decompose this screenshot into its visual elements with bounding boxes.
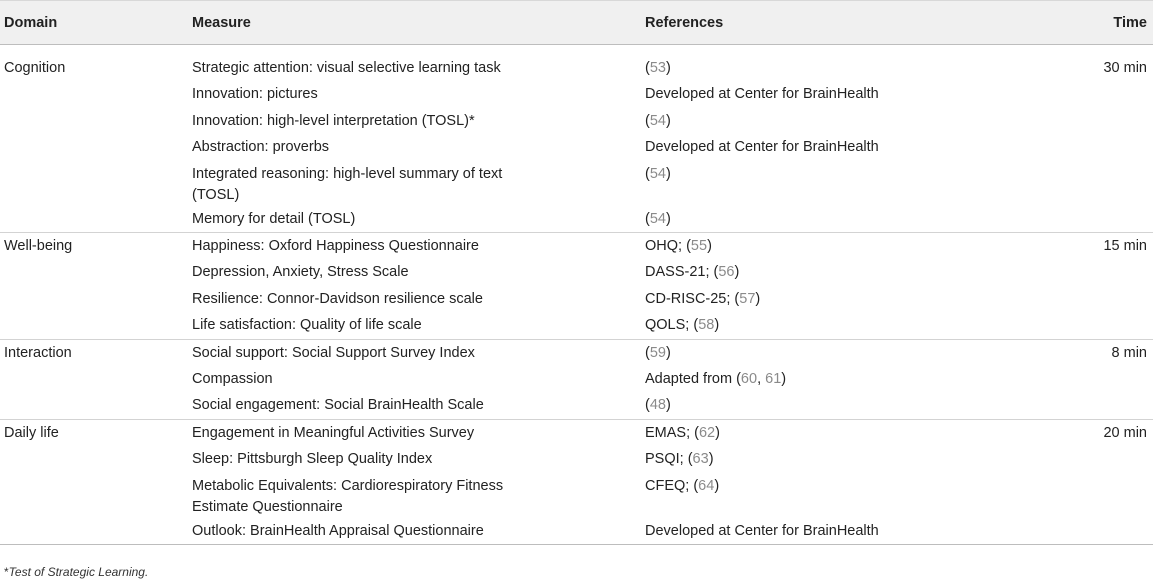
reference-citation-link[interactable]: 63 xyxy=(692,451,709,468)
cell-reference xyxy=(645,366,1085,392)
cell-time: 8 min xyxy=(1085,339,1153,366)
cell-reference xyxy=(645,392,1085,419)
reference-suffix: ) xyxy=(665,210,671,227)
cell-measure: Happiness: Oxford Happiness Questionnaire xyxy=(192,233,645,260)
cell-domain: Well-being xyxy=(0,233,192,260)
reference-citation-link[interactable]: 56 xyxy=(718,264,735,281)
header-references: References xyxy=(645,1,1085,45)
cell-time xyxy=(1085,286,1153,312)
reference-prefix: OHQ; ( xyxy=(645,238,691,255)
table-row xyxy=(0,419,1153,446)
cell-reference xyxy=(645,286,1085,312)
cell-measure: Outlook: BrainHealth Appraisal Questionnaire xyxy=(192,522,484,539)
table-body xyxy=(0,45,1153,545)
table-row xyxy=(0,81,1153,107)
reference-suffix: ) xyxy=(665,165,671,182)
cell-time xyxy=(1085,312,1153,339)
reference-suffix: ) xyxy=(665,344,671,361)
reference-prefix: ( xyxy=(645,165,650,182)
cell-reference xyxy=(645,108,1085,134)
cell-domain xyxy=(0,518,192,545)
cell-domain xyxy=(0,108,192,134)
cell-domain xyxy=(0,206,192,233)
header-time: Time xyxy=(1085,1,1153,45)
reference-suffix: ) xyxy=(715,424,720,441)
reference-separator: , xyxy=(757,371,766,388)
cell-time xyxy=(1085,259,1153,285)
cell-measure: Depression, Anxiety, Stress Scale xyxy=(192,264,409,281)
cell-reference xyxy=(645,259,1085,285)
reference-citation-link[interactable]: 57 xyxy=(739,290,756,307)
cell-time xyxy=(1085,161,1153,206)
cell-domain: Daily life xyxy=(0,419,192,446)
header-measure: Measure xyxy=(192,1,645,45)
table-row xyxy=(0,259,1153,285)
reference-citation-link[interactable]: 53 xyxy=(649,60,666,76)
cell-measure: Social support: Social Support Survey Index xyxy=(192,339,645,366)
table-row xyxy=(0,233,1153,260)
cell-measure-text: Metabolic Equivalents: Cardiorespiratory Fitness Estimate Questionnaire xyxy=(192,477,504,515)
reference-citation-link[interactable]: 60 xyxy=(740,371,758,388)
table-row xyxy=(0,161,1153,206)
reference-suffix: ) xyxy=(707,238,712,255)
cell-domain xyxy=(0,312,192,339)
cell-measure xyxy=(192,161,645,206)
cell-measure: Innovation: pictures xyxy=(192,86,318,103)
reference-prefix: ( xyxy=(645,60,650,76)
reference-citation-link[interactable]: 55 xyxy=(690,238,708,255)
cell-time: 30 min xyxy=(1103,60,1147,76)
table-row xyxy=(0,312,1153,339)
reference-citation-link[interactable]: 62 xyxy=(698,424,716,441)
cell-reference xyxy=(645,419,1085,446)
cell-reference xyxy=(645,339,1085,366)
reference-citation-link[interactable]: 48 xyxy=(649,397,666,414)
reference-citation-link[interactable]: 59 xyxy=(649,344,666,361)
cell-domain xyxy=(0,259,192,285)
table-row xyxy=(0,286,1153,312)
cell-time xyxy=(1085,134,1153,160)
table-row xyxy=(0,134,1153,160)
footnote-marker: * xyxy=(4,565,9,579)
cell-time xyxy=(1085,518,1153,545)
cell-reference xyxy=(645,161,1085,206)
table-row xyxy=(0,518,1153,545)
reference-suffix: ) xyxy=(755,290,761,307)
cell-measure: Social engagement: Social BrainHealth Scale xyxy=(192,397,484,414)
cell-measure xyxy=(192,473,645,518)
cell-reference xyxy=(645,206,1085,233)
cell-domain xyxy=(0,134,192,160)
table-row xyxy=(0,45,1153,82)
header-domain: Domain xyxy=(0,1,192,45)
cell-reference: Developed at Center for BrainHealth xyxy=(645,139,879,156)
cell-measure: Life satisfaction: Quality of life scale xyxy=(192,317,422,334)
cell-domain xyxy=(0,473,192,518)
cell-reference xyxy=(645,446,1085,472)
table-row xyxy=(0,108,1153,134)
reference-citation-link[interactable]: 58 xyxy=(698,317,715,334)
reference-prefix: ( xyxy=(645,344,650,361)
reference-suffix: ) xyxy=(665,60,671,76)
reference-suffix: ) xyxy=(665,397,671,414)
cell-domain xyxy=(0,392,192,419)
reference-citation-link[interactable]: 64 xyxy=(698,477,715,494)
cell-reference xyxy=(645,233,1085,260)
table-row xyxy=(0,446,1153,472)
reference-citation-link[interactable]: 54 xyxy=(649,112,666,129)
reference-prefix: QOLS; ( xyxy=(645,317,699,334)
cell-time xyxy=(1085,108,1153,134)
reference-suffix: ) xyxy=(665,112,671,129)
cell-reference xyxy=(645,312,1085,339)
cell-domain xyxy=(0,161,192,206)
reference-suffix: ) xyxy=(781,371,787,388)
reference-prefix: ( xyxy=(645,112,650,129)
cell-reference xyxy=(645,473,1085,518)
cell-reference xyxy=(645,45,1085,82)
header-row xyxy=(0,1,1153,45)
cell-reference: Developed at Center for BrainHealth xyxy=(645,86,879,103)
reference-prefix: PSQI; ( xyxy=(645,451,693,468)
reference-citation-link[interactable]: 54 xyxy=(649,210,666,227)
cell-domain xyxy=(0,366,192,392)
reference-prefix: ( xyxy=(645,210,650,227)
cell-time xyxy=(1085,392,1153,419)
cell-time: 15 min xyxy=(1085,233,1153,260)
table-row xyxy=(0,339,1153,366)
cell-time: 20 min xyxy=(1085,419,1153,446)
cell-domain xyxy=(0,286,192,312)
cell-domain: Interaction xyxy=(0,339,192,366)
cell-measure: Abstraction: proverbs xyxy=(192,139,330,156)
reference-prefix: CD-RISC-25; ( xyxy=(645,290,740,307)
cell-measure-text: Integrated reasoning: high-level summary of text (TOSL) xyxy=(192,165,503,203)
cell-time xyxy=(1085,366,1153,392)
cell-domain: Cognition xyxy=(4,60,66,76)
reference-suffix: ) xyxy=(714,477,720,494)
cell-reference: Developed at Center for BrainHealth xyxy=(645,522,879,539)
table-row xyxy=(0,206,1153,233)
cell-measure: Compassion xyxy=(192,371,273,388)
reference-prefix: ( xyxy=(645,397,650,414)
cell-domain xyxy=(0,446,192,472)
cell-time xyxy=(1085,206,1153,233)
table-footnote xyxy=(4,565,148,579)
footnote-text: Test of Strategic Learning. xyxy=(8,565,149,579)
reference-prefix: EMAS; ( xyxy=(645,424,699,441)
reference-suffix: ) xyxy=(708,451,714,468)
table-header xyxy=(0,1,1153,45)
table-row xyxy=(0,473,1153,518)
cell-time xyxy=(1085,81,1153,107)
cell-time xyxy=(1085,446,1153,472)
reference-citation-link[interactable]: 54 xyxy=(649,165,666,182)
cell-measure: Memory for detail (TOSL) xyxy=(192,210,356,227)
cell-measure: Sleep: Pittsburgh Sleep Quality Index xyxy=(192,451,433,468)
table-row xyxy=(0,392,1153,419)
reference-citation-link[interactable]: 61 xyxy=(765,371,782,388)
reference-prefix: Adapted from ( xyxy=(645,371,741,388)
cell-domain xyxy=(0,81,192,107)
cell-measure: Innovation: high-level interpretation (TOSL)* xyxy=(192,112,475,129)
reference-suffix: ) xyxy=(734,264,740,281)
reference-prefix: DASS-21; ( xyxy=(645,264,719,281)
cell-measure: Engagement in Meaningful Activities Survey xyxy=(192,419,645,446)
cell-measure: Resilience: Connor-Davidson resilience scale xyxy=(192,290,483,307)
reference-prefix: CFEQ; ( xyxy=(645,477,699,494)
table-row xyxy=(0,366,1153,392)
cell-time xyxy=(1085,473,1153,518)
cell-measure: Strategic attention: visual selective learning task xyxy=(192,60,501,76)
reference-suffix: ) xyxy=(714,317,720,334)
